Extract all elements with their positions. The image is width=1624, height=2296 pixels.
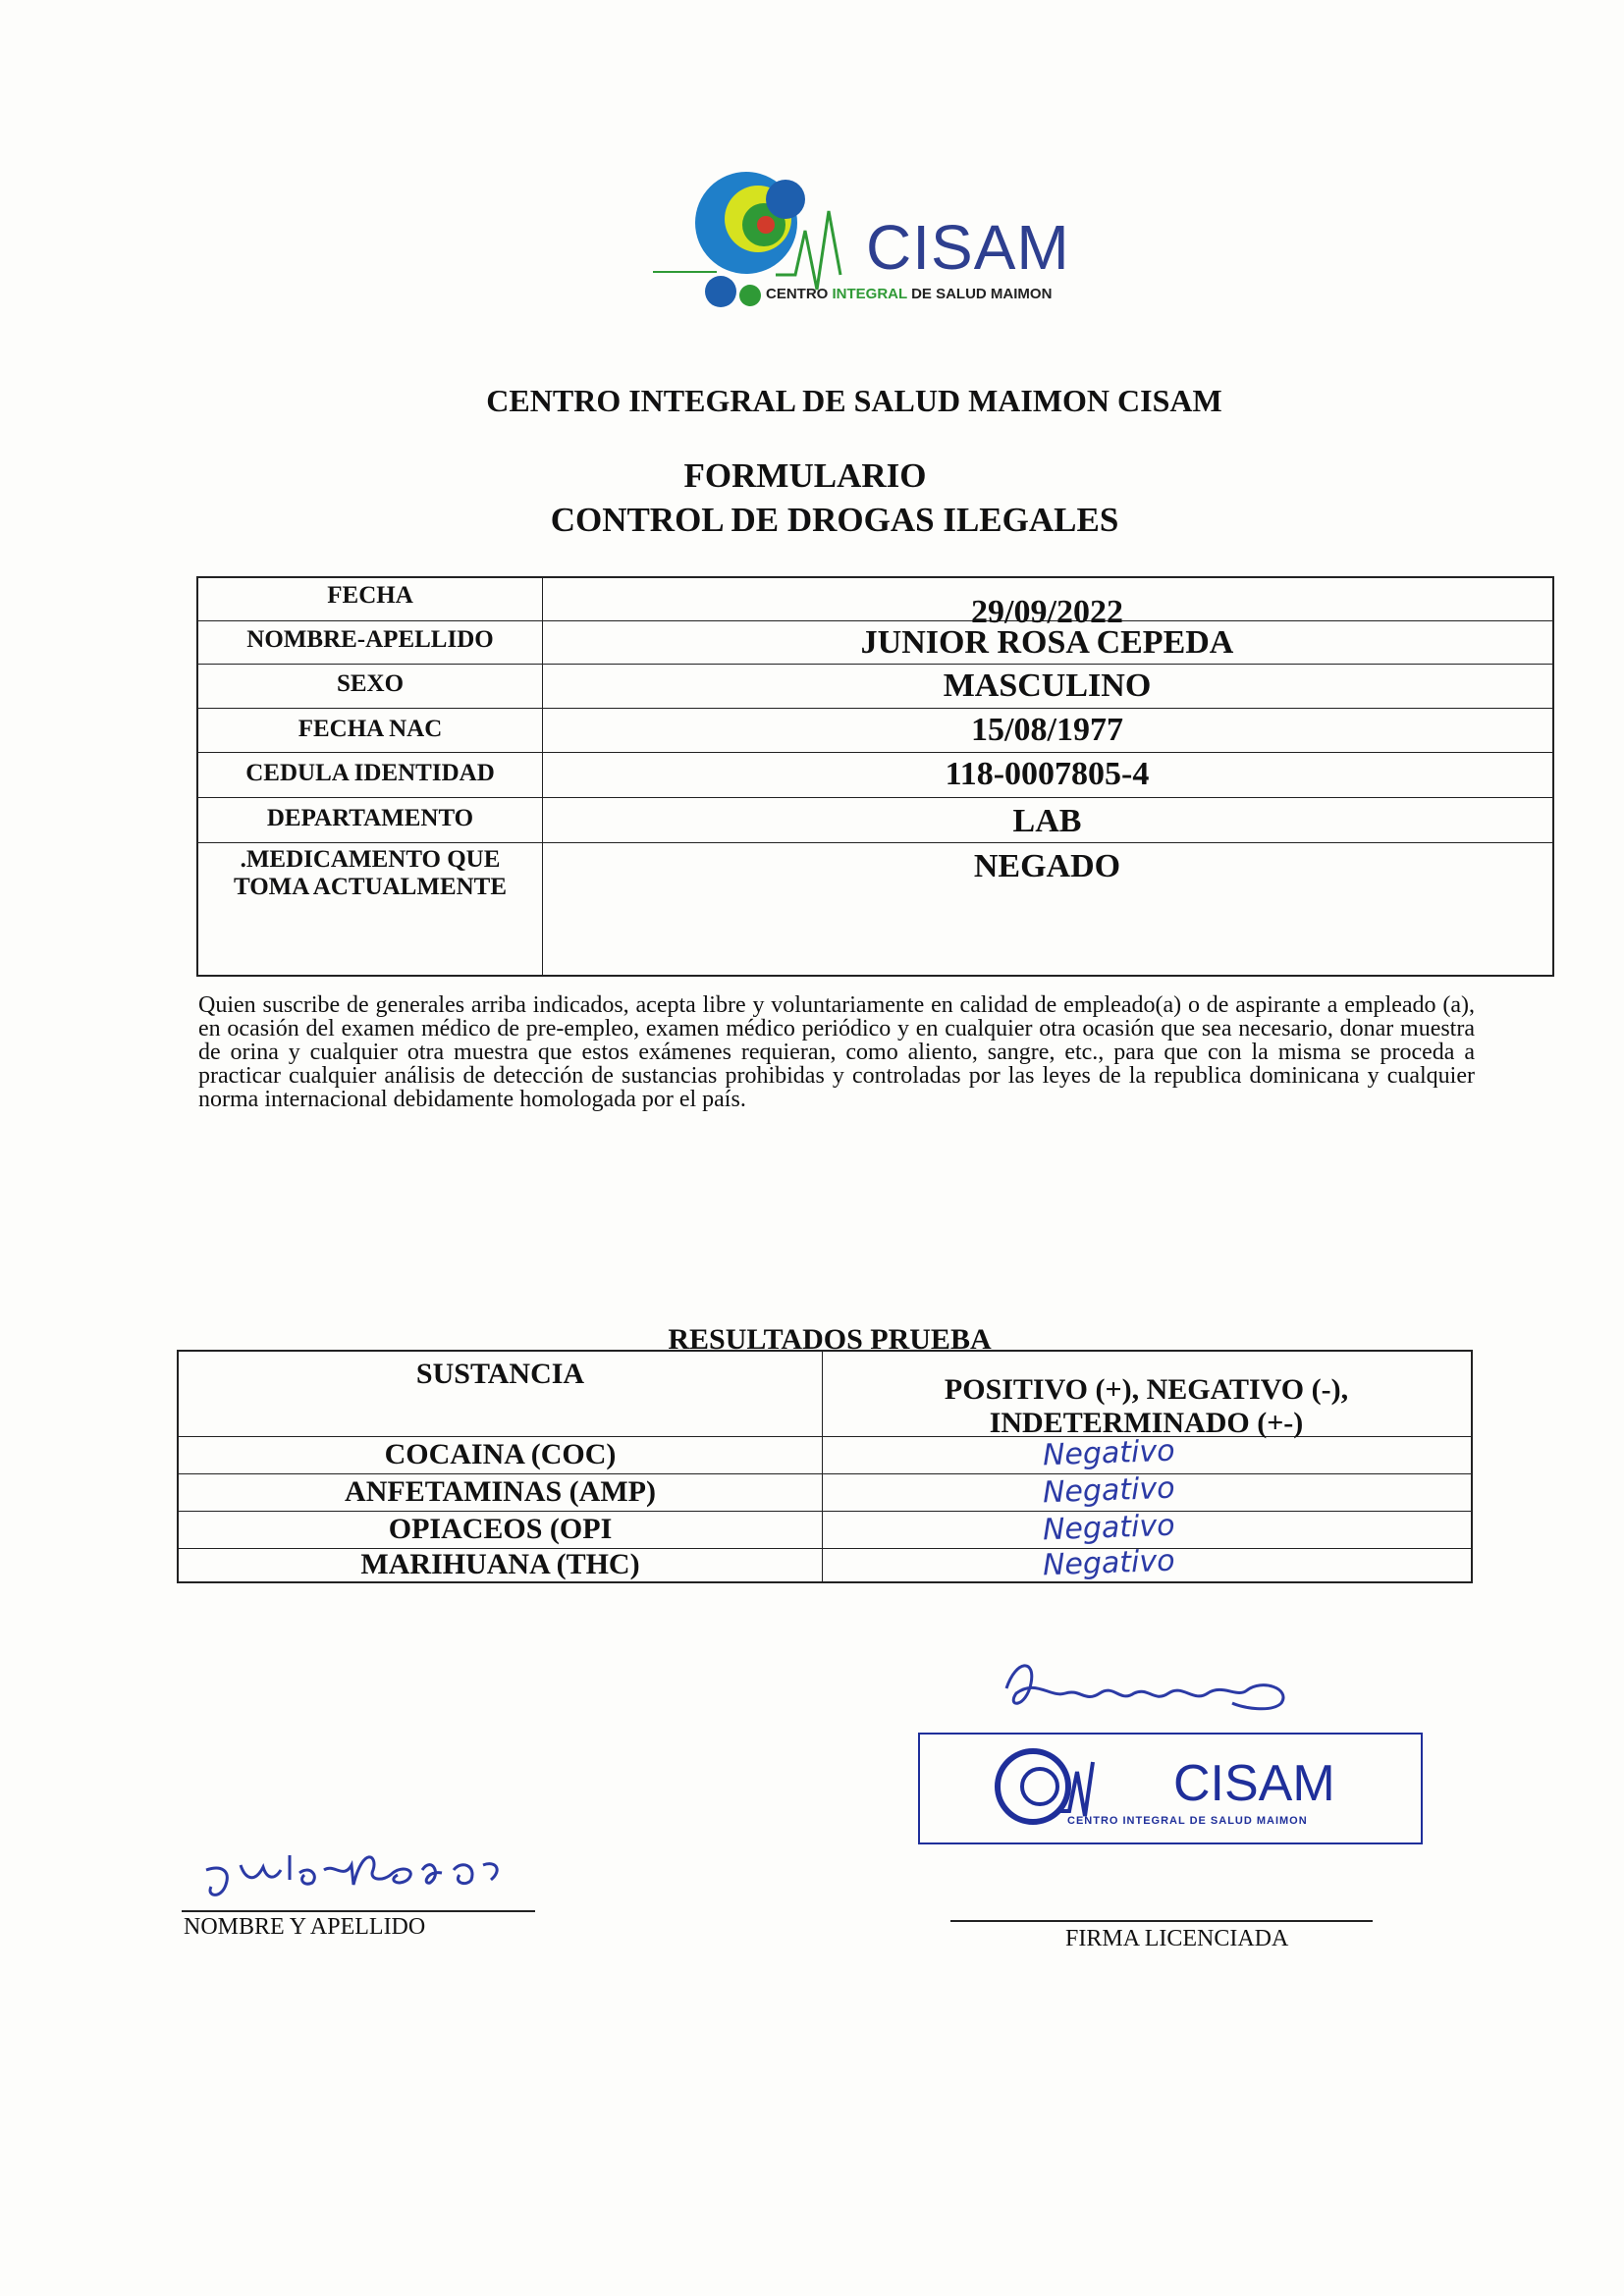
field-value: 15/08/1977 <box>971 712 1123 748</box>
cisam-logo <box>648 162 1070 319</box>
result-header-cont: INDETERMINADO (+-) <box>989 1407 1304 1439</box>
table-row <box>179 1543 1471 1583</box>
field-value: JUNIOR ROSA CEPEDA <box>860 624 1234 661</box>
form-subtitle: CONTROL DE DROGAS ILEGALES <box>550 501 1119 539</box>
licensed-signature-caption: FIRMA LICENCIADA <box>1065 1926 1289 1951</box>
field-label: FECHA <box>327 582 413 609</box>
field-label: .MEDICAMENTO QUE <box>240 846 501 873</box>
handwritten-result: Negativo <box>1042 1470 1176 1511</box>
substance-name: COCAINA (COC) <box>384 1438 617 1470</box>
field-label-cont: TOMA ACTUALMENTE <box>233 874 508 900</box>
stamp-tagline: CENTRO INTEGRAL DE SALUD MAIMON <box>1067 1815 1308 1827</box>
substance-name: OPIACEOS (OPI <box>388 1513 613 1545</box>
field-value: LAB <box>1012 803 1082 839</box>
result-header: POSITIVO (+), NEGATIVO (-), <box>944 1373 1349 1406</box>
results-table <box>177 1350 1473 1583</box>
field-label: FECHA NAC <box>298 716 443 742</box>
patient-signature <box>196 1826 550 1904</box>
field-label: SEXO <box>336 670 405 697</box>
org-title: CENTRO INTEGRAL DE SALUD MAIMON CISAM <box>486 383 1222 418</box>
cisam-stamp <box>918 1733 1423 1844</box>
form-title: FORMULARIO <box>683 456 927 495</box>
field-value: MASCULINO <box>943 667 1152 704</box>
substance-name: MARIHUANA (THC) <box>360 1548 640 1580</box>
table-row <box>179 1470 1471 1512</box>
table-header-row <box>179 1352 1471 1437</box>
table-row <box>198 842 1552 975</box>
table-row <box>198 708 1552 753</box>
logo-wordmark: CISAM <box>866 212 1070 283</box>
table-row <box>198 664 1552 709</box>
patient-signature-line <box>182 1910 535 1912</box>
stamp-wordmark: CISAM <box>1173 1755 1335 1812</box>
substance-header: SUSTANCIA <box>415 1358 585 1390</box>
handwritten-result: Negativo <box>1042 1508 1176 1548</box>
handwritten-result: Negativo <box>1042 1543 1176 1583</box>
patient-signature-caption: NOMBRE Y APELLIDO <box>184 1914 426 1940</box>
table-row <box>198 752 1552 798</box>
field-label: NOMBRE-APELLIDO <box>246 626 494 653</box>
table-row <box>198 578 1552 630</box>
field-label: DEPARTAMENTO <box>266 805 474 831</box>
substance-name: ANFETAMINAS (AMP) <box>345 1475 656 1508</box>
field-label: CEDULA IDENTIDAD <box>245 760 495 786</box>
patient-info-table <box>196 576 1554 977</box>
field-value: 29/09/2022 <box>971 594 1123 630</box>
field-value: 118-0007805-4 <box>945 756 1150 792</box>
licensed-signature <box>997 1649 1311 1728</box>
results-title: RESULTADOS PRUEBA <box>668 1323 992 1356</box>
logo-tagline: CENTRO INTEGRAL DE SALUD MAIMON <box>766 286 1053 302</box>
table-row <box>179 1508 1471 1549</box>
table-row <box>179 1433 1471 1474</box>
field-value: NEGADO <box>973 848 1121 884</box>
table-row <box>198 620 1552 665</box>
licensed-signature-line <box>950 1920 1373 1922</box>
handwritten-result: Negativo <box>1042 1433 1176 1473</box>
consent-paragraph: Quien suscribe de generales arriba indicados, acepta libre y voluntariamente en calidad de empleado(a) o de aspirante a empleado (a), en ocasión del examen médico de pre-empleo, examen médico periódico y en cualquier otra ocasión que sea necesario, donar muestra de orina y cualquier otra muestra que estos exámenes requieran, como aliento, sangre, etc., para que con la misma se proceda a practicar cualquier análisis de detección de sustancias prohibidas y controladas por las leyes de la republica dominicana y cualquier norma internacional debidamente homologada por el país. <box>198 992 1475 1112</box>
table-row <box>198 797 1552 843</box>
